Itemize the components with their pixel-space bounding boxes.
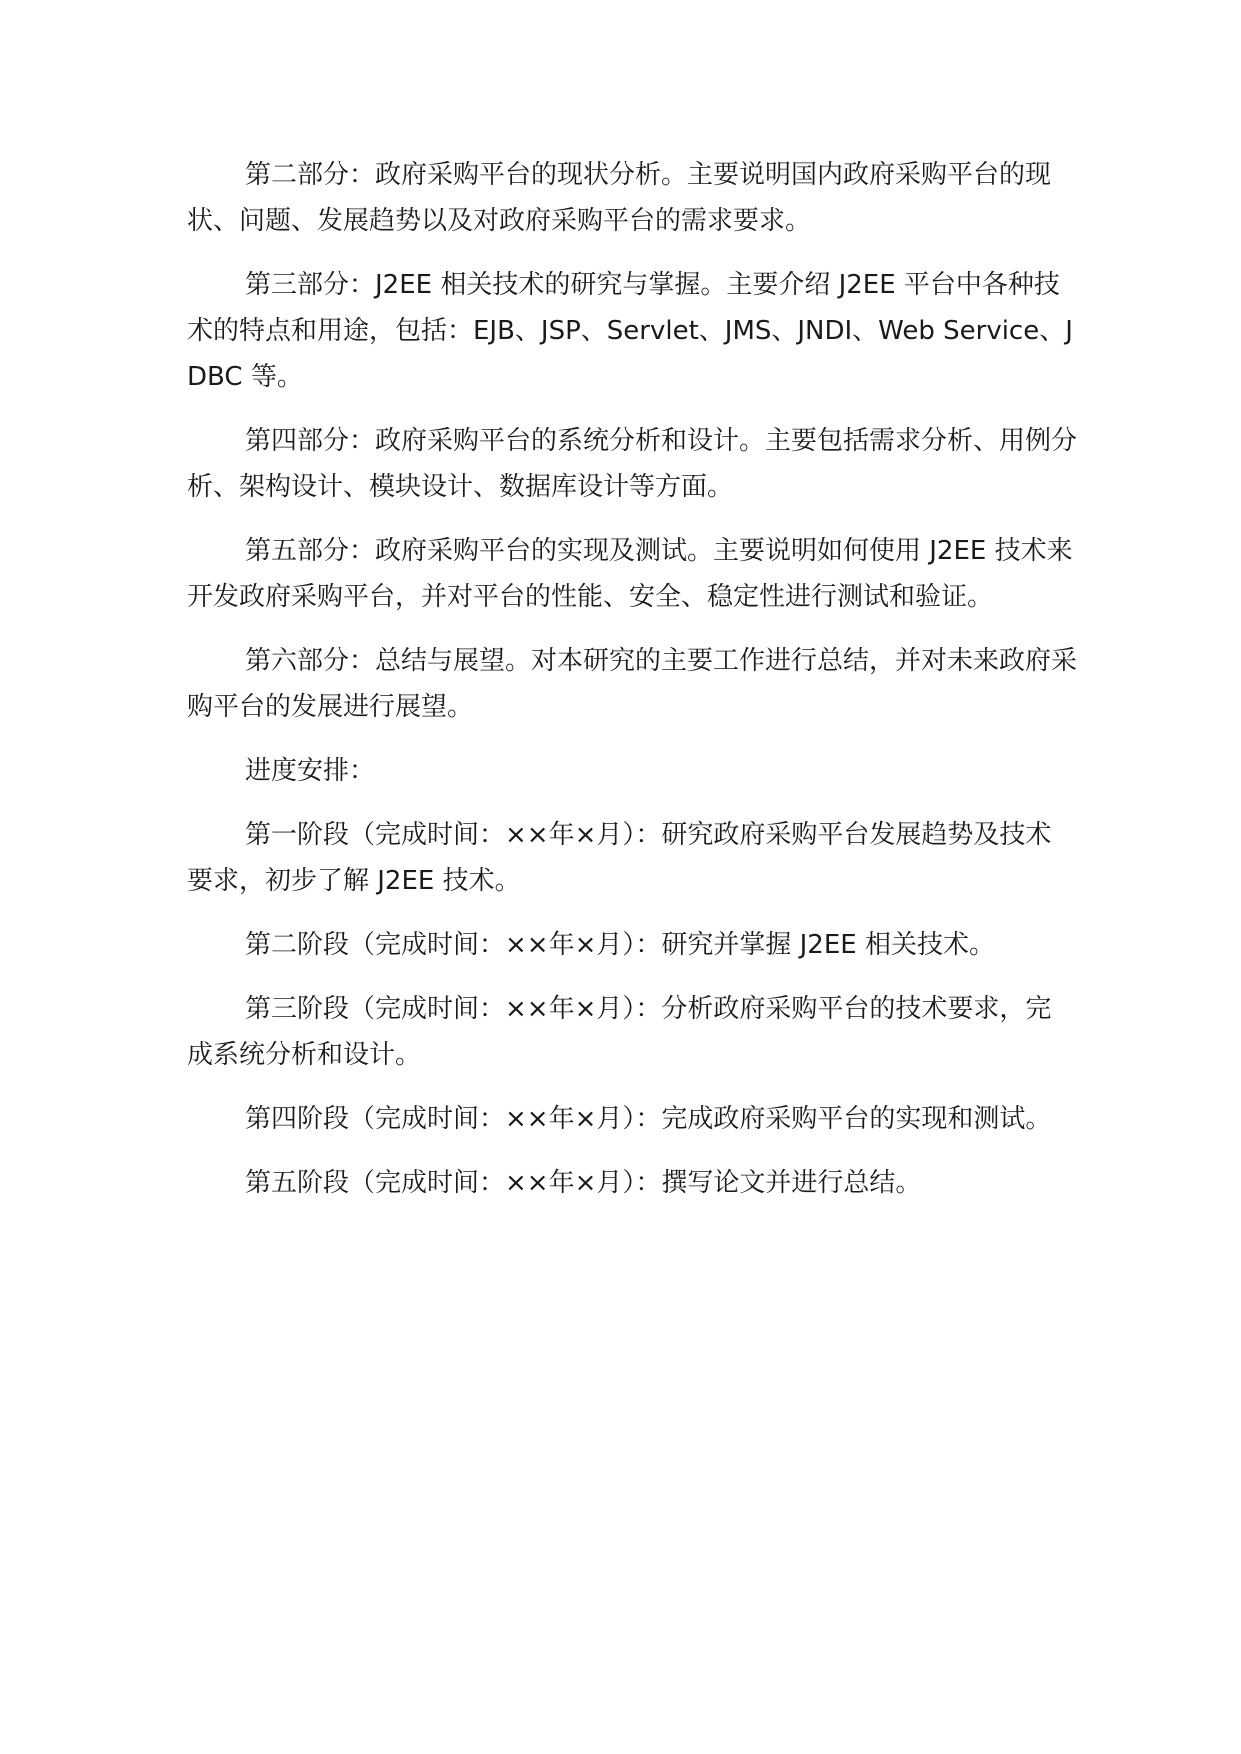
schedule-stage-four: 第四阶段（完成时间：××年×月）：完成政府采购平台的实现和测试。	[245, 1104, 1052, 1134]
schedule-stage-two: 第二阶段（完成时间：××年×月）：研究并掌握 J2EE 相关技术。	[245, 930, 995, 960]
paragraph-part-two: 第二部分：政府采购平台的现状分析。主要说明国内政府采购平台的现状、问题、发展趋势以及对政府采购平台的需求要求。	[187, 160, 1052, 236]
schedule-stage-one: 第一阶段（完成时间：××年×月）：研究政府采购平台发展趋势及技术要求，初步了解 J2EE 技术。	[187, 820, 1052, 896]
schedule-stage-five: 第五阶段（完成时间：××年×月）：撰写论文并进行总结。	[245, 1168, 922, 1198]
paragraph-part-five: 第五部分：政府采购平台的实现及测试。主要说明如何使用 J2EE 技术来开发政府采购平台，并对平台的性能、安全、稳定性进行测试和验证。	[187, 536, 1073, 612]
paragraph-part-six: 第六部分：总结与展望。对本研究的主要工作进行总结，并对未来政府采购平台的发展进行展望。	[187, 646, 1078, 722]
paragraph-part-four: 第四部分：政府采购平台的系统分析和设计。主要包括需求分析、用例分析、架构设计、模块设计、数据库设计等方面。	[187, 426, 1078, 502]
schedule-heading: 进度安排：	[245, 756, 376, 786]
document-body	[187, 152, 1077, 1224]
paragraph-part-three: 第三部分：J2EE 相关技术的研究与掌握。主要介绍 J2EE 平台中各种技术的特点和用途，包括：EJB、JSP、Servlet、JMS、JNDI、Web Service、JDBC 等。	[187, 270, 1073, 392]
schedule-stage-three: 第三阶段（完成时间：××年×月）：分析政府采购平台的技术要求，完成系统分析和设计。	[187, 994, 1052, 1070]
